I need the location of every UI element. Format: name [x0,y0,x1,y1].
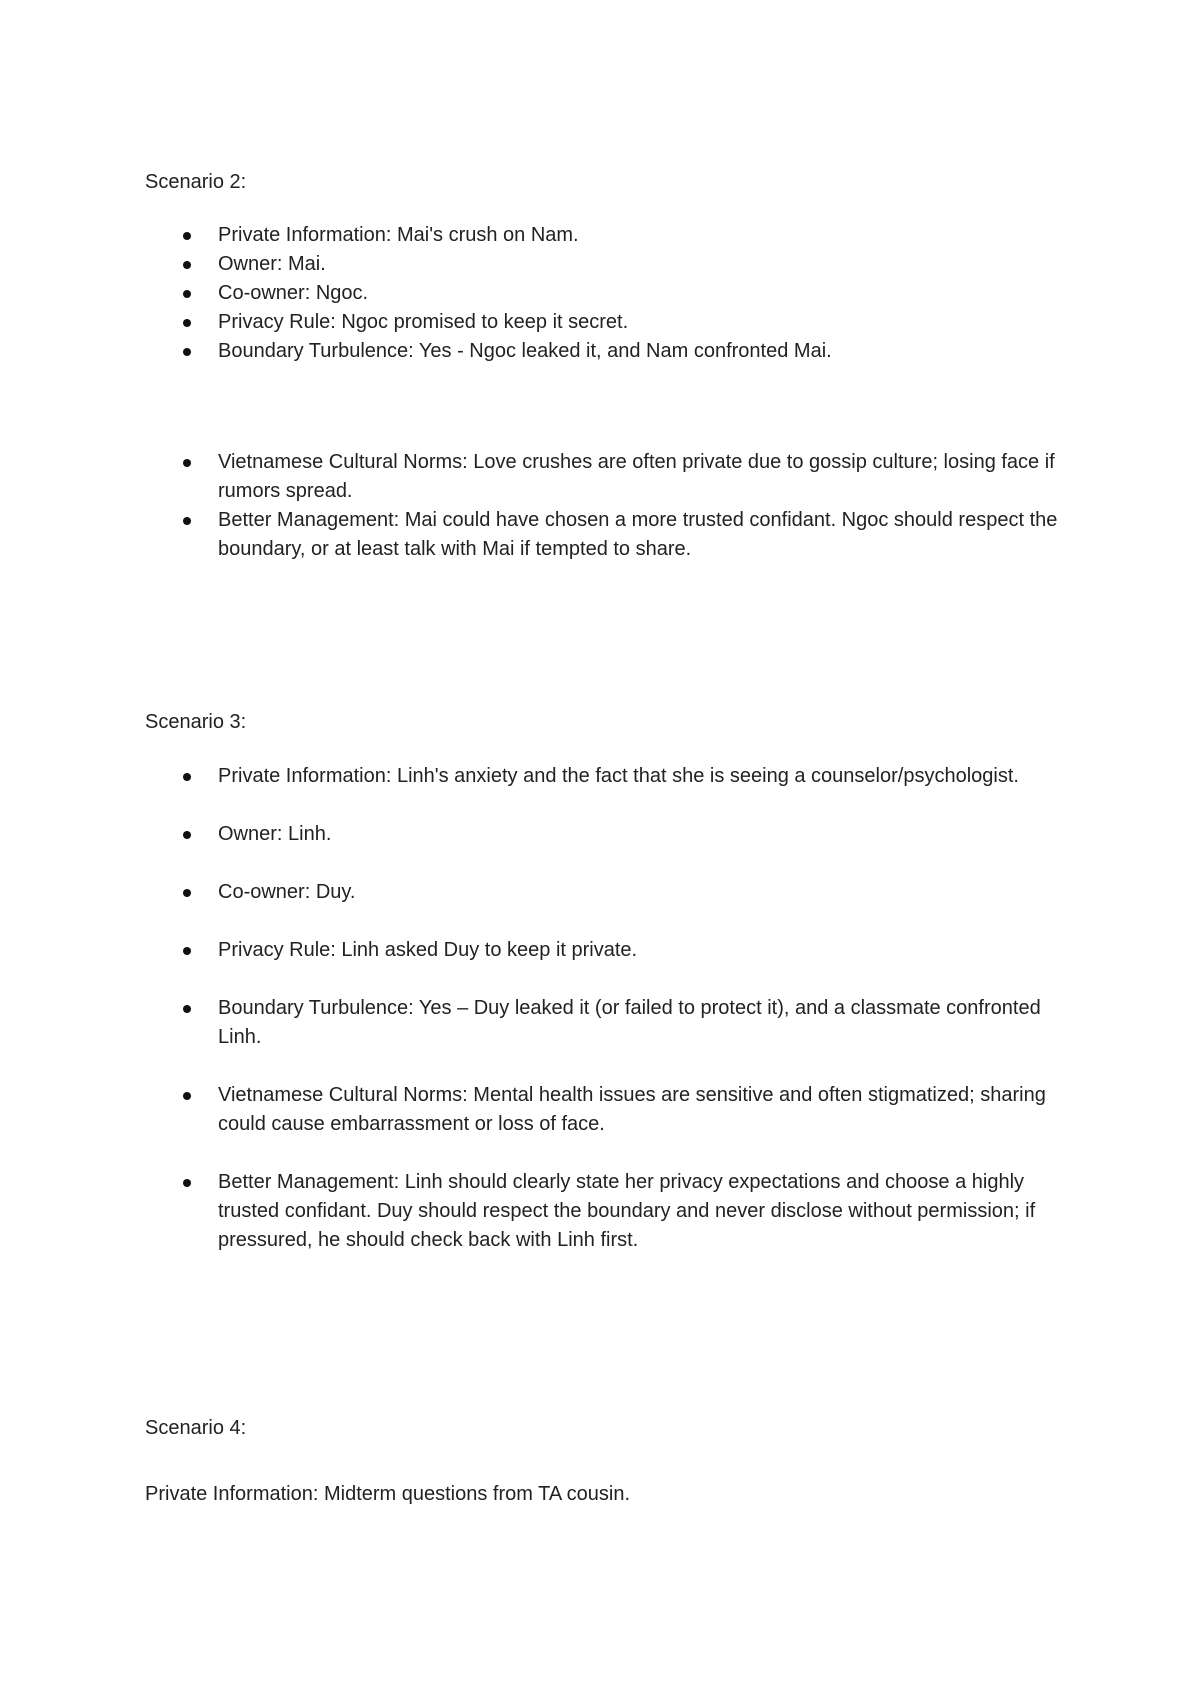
bullet-icon [183,947,191,955]
list-item: Boundary Turbulence: Yes – Duy leaked it (or failed to protect it), and a classmate confronted Linh. [145,994,1065,1052]
list-item: Better Management: Linh should clearly state her privacy expectations and choose a highly trusted confidant. Duy should respect the boundary and never disclose without permission; if pressured, he should check back with Linh first. [145,1168,1065,1255]
bullet-icon [183,459,191,467]
list-item: Boundary Turbulence: Yes - Ngoc leaked it, and Nam confronted Mai. [145,337,1065,366]
bullet-icon [183,1179,191,1187]
scenario-2-list-b [145,448,1065,564]
list-item: Owner: Mai. [145,250,1065,279]
bullet-icon [183,889,191,897]
bullet-icon [183,319,191,327]
bullet-icon [183,517,191,525]
list-item: Owner: Linh. [145,820,1065,849]
scenario-2-title: Scenario 2: [145,171,247,193]
bullet-icon [183,1005,191,1013]
bullet-icon [183,1092,191,1100]
scenario-2-list-a [145,221,1065,366]
bullet-icon [183,348,191,356]
scenario-4-private-information: Private Information: Midterm questions from TA cousin. [145,1483,631,1505]
scenario-3-list [145,762,1065,1255]
bullet-icon [183,773,191,781]
list-item: Better Management: Mai could have chosen a more trusted confidant. Ngoc should respect the boundary, or at least talk with Mai if tempted to share. [145,506,1065,564]
bullet-icon [183,261,191,269]
list-item: Co-owner: Ngoc. [145,279,1065,308]
scenario-3-title: Scenario 3: [145,711,247,733]
list-item: Vietnamese Cultural Norms: Mental health issues are sensitive and often stigmatized; sharing could cause embarrassment or loss of face. [145,1081,1065,1139]
list-item: Privacy Rule: Linh asked Duy to keep it private. [145,936,1065,965]
bullet-icon [183,831,191,839]
list-item: Privacy Rule: Ngoc promised to keep it secret. [145,308,1065,337]
list-item: Vietnamese Cultural Norms: Love crushes are often private due to gossip culture; losing face if rumors spread. [145,448,1065,506]
list-item: Co-owner: Duy. [145,878,1065,907]
list-item: Private Information: Linh's anxiety and the fact that she is seeing a counselor/psychologist. [145,762,1065,791]
list-item: Private Information: Mai's crush on Nam. [145,221,1065,250]
bullet-icon [183,290,191,298]
bullet-icon [183,232,191,240]
scenario-4-title: Scenario 4: [145,1417,247,1439]
